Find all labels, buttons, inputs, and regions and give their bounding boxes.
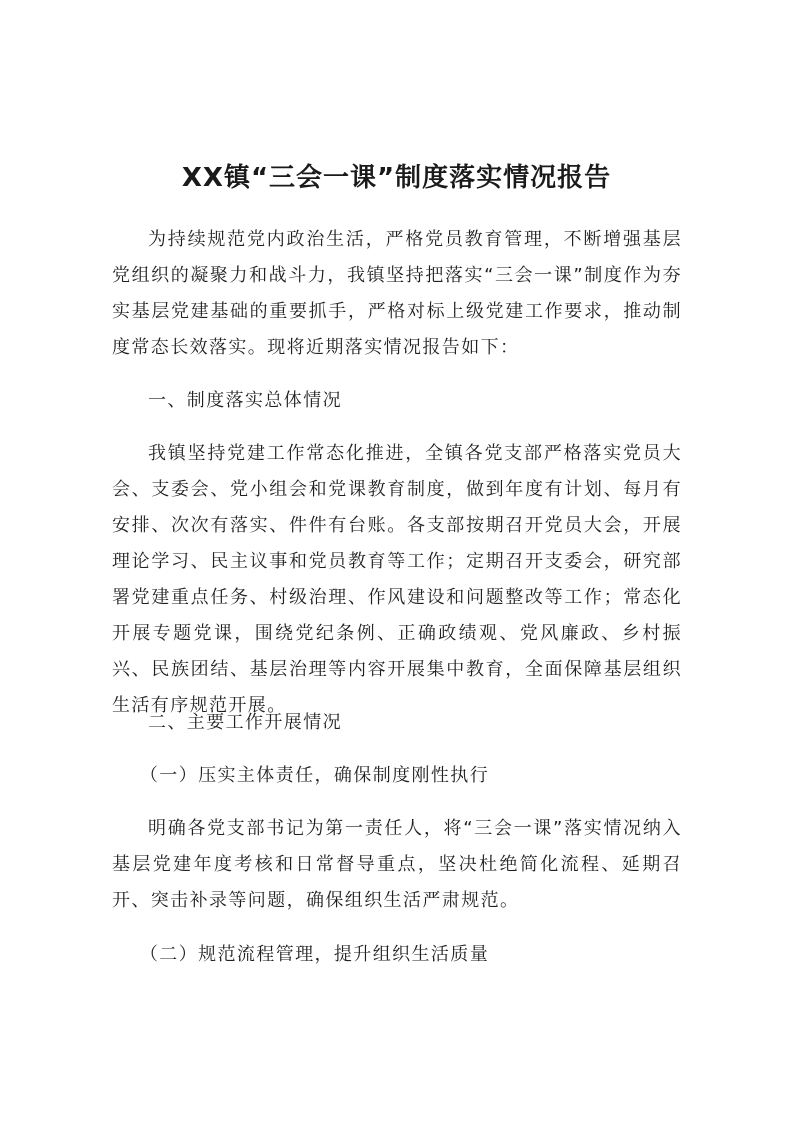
subsection-1-heading: （一）压实主体责任，确保制度刚性执行 [139, 765, 490, 786]
intro-paragraph: 为持续规范党内政治生活，严格党员教育管理，不断增强基层党组织的凝聚力和战斗力，我镇坚持把落实“三会一课”制度作为夯实基层党建基础的重要抓手，严格对标上级党建工作要求，推动制度常态长效落实。现将近期落实情况报告如下： [112, 229, 682, 358]
section-1-paragraph: 我镇坚持党建工作常态化推进，全镇各党支部严格落实党员大会、支委会、党小组会和党课教育制度，做到年度有计划、每月有安排、次次有落实、件件有台账。各支部按期召开党员大会，开展理论学习、民主议事和党员教育等工作；定期召开支委会，研究部署党建重点任务、村级治理、作风建设和问题整改等工作；常态化开展专题党课，围绕党纪条例、正确政绩观、党风廉政、乡村振兴、民族团结、基层治理等内容开展集中教育，全面保障基层组织生活有序规范开展。 [112, 443, 682, 716]
section-2-heading: 二、主要工作开展情况 [148, 712, 342, 733]
subsection-2-heading: （二）规范流程管理，提升组织生活质量 [139, 944, 490, 965]
document-title: XX镇“三会一课”制度落实情况报告 [181, 163, 612, 194]
section-1-heading: 一、制度落实总体情况 [148, 390, 342, 411]
subsection-1-paragraph: 明确各党支部书记为第一责任人，将“三会一课”落实情况纳入基层党建年度考核和日常督导重点，坚决杜绝简化流程、延期召开、突击补录等问题，确保组织生活严肃规范。 [112, 818, 682, 911]
